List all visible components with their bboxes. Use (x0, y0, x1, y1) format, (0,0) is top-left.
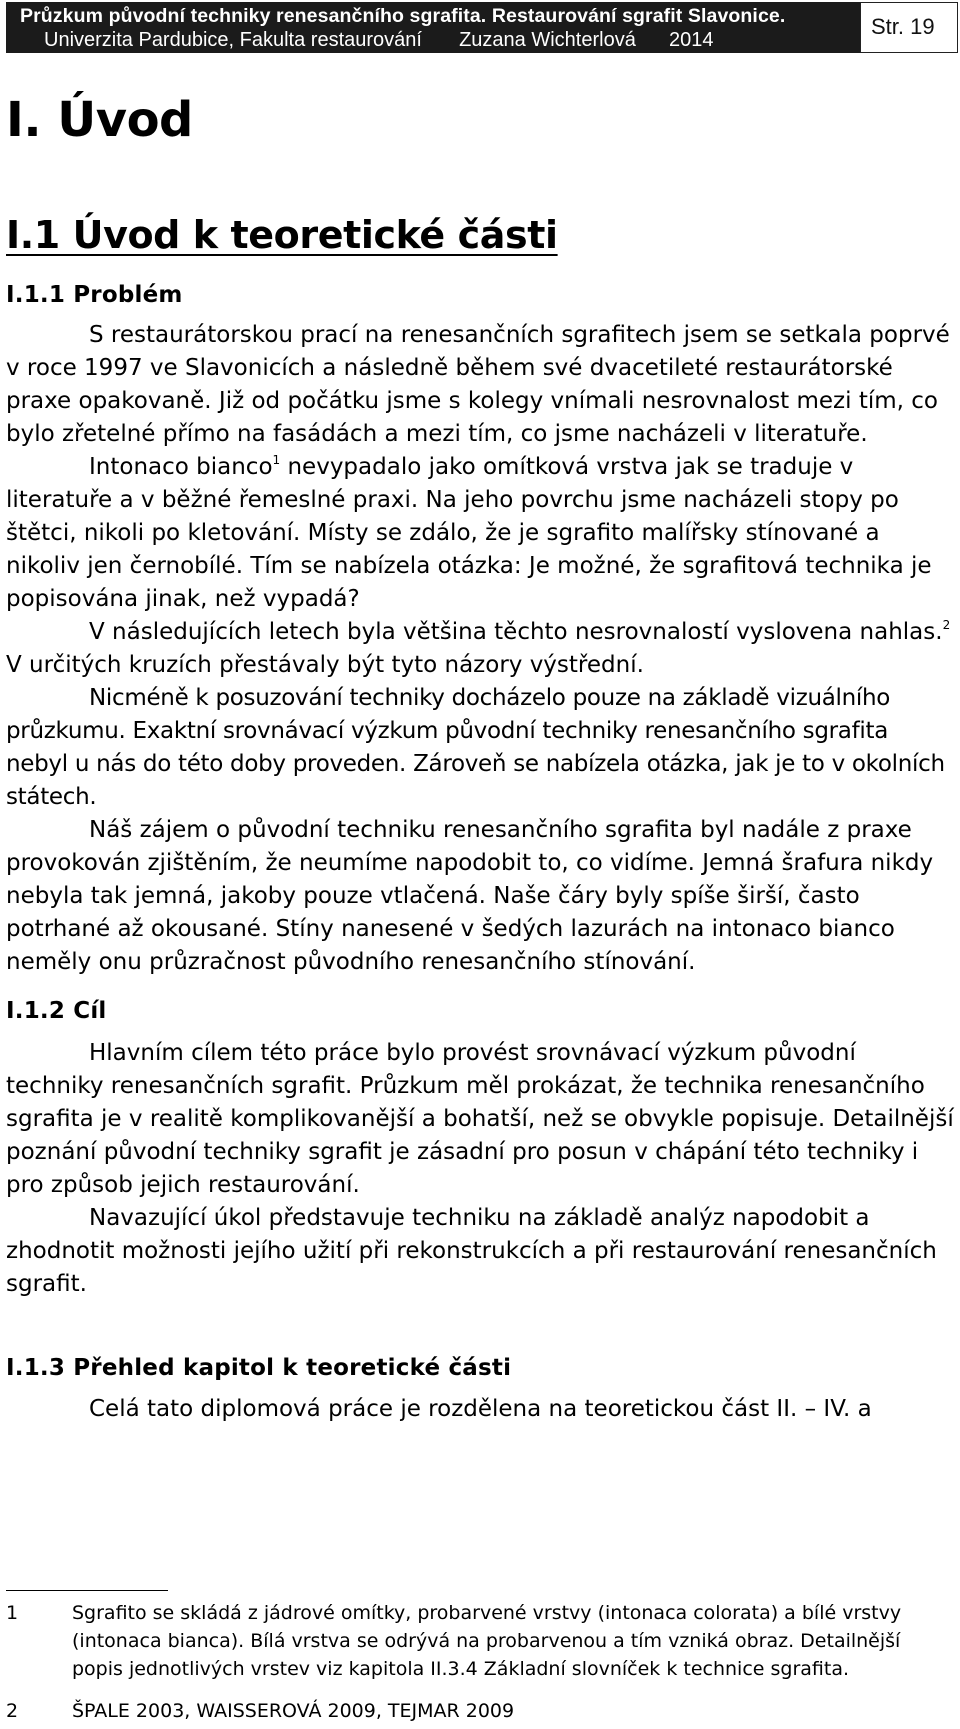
header-title: Průzkum původní techniky renesančního sgrafita. Restaurování sgrafit Slavonice. (20, 5, 786, 27)
footnote-ref[interactable]: 2 (942, 618, 951, 632)
paragraph: Celá tato diplomová práce je rozdělena na teoretickou část II. – IV. a (89, 1396, 872, 1422)
paragraph (6, 451, 954, 616)
section-title: I.1 Úvod k teoretické části (6, 213, 558, 257)
footnote-text: ŠPALE 2003, WAISSEROVÁ 2009, TEJMAR 2009 (72, 1700, 515, 1722)
paragraph: S restaurátorskou prací na renesančních sgrafitech jsem se setkala poprvé v roce 1997 ve Slavonicích a následně během své dvacetileté restaurátorské praxe opakovaně. Již od počátku jsme s kolegy vnímali nesrovnalost mezi tím, co bylo zřetelné přímo na fasádách a mezi tím, co jsme nacházeli v literatuře. (6, 322, 950, 447)
paragraph: Hlavním cílem této práce bylo provést srovnávací výzkum původní techniky renesančních sgrafit. Průzkum měl prokázat, že technika renesančního sgrafita je v realitě komplikovanější a bohatší, než se obvykle popisuje. Detailnější poznání původní techniky sgrafit je zásadní pro posun v chápání této techniky i pro způsob jejich restaurování. (6, 1040, 954, 1198)
header-year: 2014 (668, 29, 714, 51)
header-institution: Univerzita Pardubice, Fakulta restaurování (44, 29, 422, 51)
footnote-2 (6, 1697, 956, 1725)
header-subtitle (44, 29, 713, 52)
page-number-box (860, 2, 958, 53)
page-header (6, 2, 960, 53)
paragraph-text: nevypadalo jako omítková vrstva jak se traduje v literatuře a v běžné řemeslné praxi. Na jeho povrchu jsme nacházeli stopy po štětci, nikoli po kletování. Místy se zdálo, že je sgrafito malířsky stínované a nikoliv jen černobílé. Tím se nabízela otázka: Je možné, že sgrafitová technika je popisována jinak, než vypadá? (6, 454, 932, 612)
subsection-title-overview: I.1.3 Přehled kapitol k teoretické části (6, 1355, 512, 1381)
subsection-title-problem: I.1.1 Problém (6, 282, 183, 308)
paragraph-text: Intonaco bianco (89, 454, 273, 480)
header-author: Zuzana Wichterlová (459, 29, 636, 51)
paragraph: Náš zájem o původní techniku renesančního sgrafita byl nadále z praxe provokován zjištěním, že neumíme napodobit to, co vidíme. Jemná šrafura nikdy nebyla tak jemná, jakoby pouze vtlačená. Naše čáry byly spíše širší, často potrhané až okousané. Stíny nanesené v šedých lazurách na intonaco bianco neměly onu průzračnost původního renesančního stínování. (6, 817, 934, 975)
subsection-body-goal (6, 1037, 954, 1301)
footnote-number: 1 (6, 1602, 19, 1624)
paragraph-text: V určitých kruzích přestávaly být tyto názory výstřední. (6, 652, 644, 678)
footnote-1 (6, 1599, 956, 1683)
header-bar (6, 2, 860, 53)
paragraph: Nicméně k posuzování techniky docházelo pouze na základě vizuálního průzkumu. Exaktní srovnávací výzkum původní techniky renesančního sgrafita nebyl u nás do této doby proveden. Zároveň se nabízela otázka, jak je to v okolních státech. (6, 685, 945, 810)
page-number: Str. 19 (871, 14, 935, 39)
subsection-title-goal: I.1.2 Cíl (6, 998, 107, 1024)
subsection-body-overview (6, 1393, 954, 1426)
subsection-body-problem (6, 319, 954, 979)
footnote-separator (6, 1590, 168, 1591)
paragraph-text: V následujících letech byla většina těchto nesrovnalostí vyslovena nahlas. (89, 619, 943, 645)
footnote-ref[interactable]: 1 (272, 453, 281, 467)
footnote-text: Sgrafito se skládá z jádrové omítky, probarvené vrstvy (intonaca colorata) a bílé vrstvy (intonaca bianca). Bílá vrstva se odrývá na probarvenou a tím vzniká obraz. Detailnější popis jednotlivých vrstev viz kapitola II.3.4 Základní slovníček k technice sgrafita. (72, 1602, 902, 1680)
paragraph: Navazující úkol představuje techniku na základě analýz napodobit a zhodnotit možnosti jejího užití při rekonstrukcích a při restaurování renesančních sgrafit. (6, 1205, 937, 1297)
chapter-title: I. Úvod (6, 92, 193, 148)
paragraph (6, 616, 954, 682)
footnote-number: 2 (6, 1700, 19, 1722)
